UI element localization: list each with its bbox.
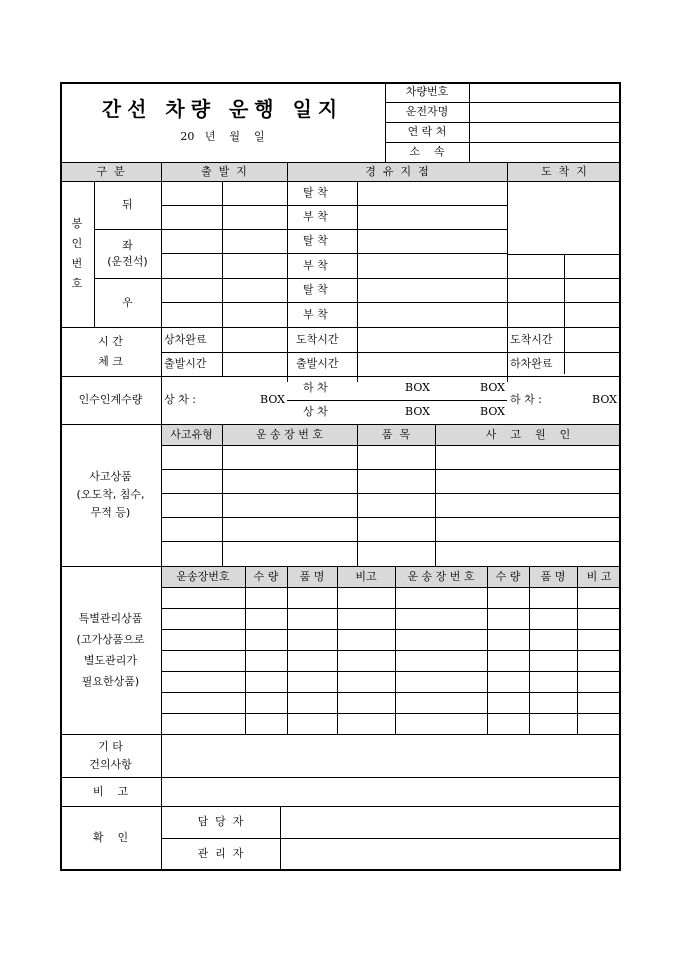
- supervisor-label: 관 리 자: [197, 846, 244, 860]
- handover-box: BOX: [480, 405, 505, 418]
- special-header-qty: 수 량: [253, 569, 279, 583]
- row-line: [161, 650, 621, 651]
- driver-name-field[interactable]: [470, 103, 619, 122]
- accident-products-label: 사고상품 (오도착, 침수, 무적 등): [76, 470, 145, 519]
- vehicle-number-field[interactable]: [470, 83, 619, 102]
- waypoint-action: 탈 착: [303, 234, 328, 247]
- remarks-label: 비 고: [92, 784, 129, 798]
- col-line: [337, 566, 338, 734]
- col-line: [395, 566, 396, 734]
- special-header-waybill: 운송장번호: [176, 569, 230, 583]
- vehicle-log-form: [60, 82, 621, 871]
- col-line: [435, 424, 436, 566]
- col-line: [287, 566, 288, 734]
- driver-name-label: 운전자명: [405, 105, 449, 118]
- position-left: [94, 229, 161, 278]
- time-check-label: 시 간 체 크: [98, 334, 123, 368]
- col-line: [357, 424, 358, 566]
- col-line: [487, 566, 488, 734]
- row-line: [161, 302, 621, 303]
- other-suggestions-field[interactable]: [162, 735, 619, 777]
- handover-box: BOX: [405, 381, 430, 394]
- accident-header-cause: 사 고 원 인: [485, 427, 571, 441]
- col-line: [222, 424, 223, 566]
- manager-label: 담 당 자: [197, 815, 244, 828]
- handover-unload-mid: 하 차: [303, 381, 328, 394]
- row-line: [161, 445, 621, 446]
- col-header-arrival: 도 착 지: [541, 164, 587, 178]
- col-header-category: 구 분: [96, 164, 125, 178]
- arrival-time-label: 도착시간: [296, 332, 339, 346]
- loading-done-label: 상차완료: [164, 332, 207, 346]
- contact-field[interactable]: [470, 123, 619, 142]
- accident-header-item: 품 목: [381, 427, 411, 441]
- waypoint-action: 탈 착: [303, 186, 328, 199]
- col-line: [161, 424, 162, 566]
- manager-signature-field[interactable]: [281, 807, 619, 838]
- accident-header-waybill: 운 송 장 번 호: [255, 427, 324, 441]
- other-suggestions-label: 기 타 건의사항: [89, 739, 132, 771]
- handover-box: BOX: [405, 405, 430, 418]
- handover-unloading-box: BOX: [592, 393, 617, 406]
- position-left-sub: (운전석): [107, 254, 148, 268]
- arrival-time-right-label: 도착시간: [510, 332, 553, 346]
- handover-label: 인수인계수량: [78, 393, 143, 406]
- col-line: [222, 327, 223, 376]
- row-line: [161, 517, 621, 518]
- col-header-waypoint: 경 유 지 점: [365, 164, 429, 178]
- page-title: 간선 차량 운행 일지: [101, 97, 344, 121]
- row-line: [161, 608, 621, 609]
- waypoint-action: 탈 착: [303, 283, 328, 296]
- col-line: [577, 566, 578, 734]
- accident-header-type: 사고유형: [170, 427, 213, 441]
- position-right: 우: [122, 295, 133, 309]
- col-line: [161, 566, 162, 734]
- col-line: [222, 181, 223, 327]
- handover-loading: 상 차 :: [164, 393, 196, 406]
- waypoint-action: 부 착: [303, 258, 328, 272]
- row-line: [161, 541, 621, 542]
- special-header-name: 품 명: [299, 569, 325, 583]
- vehicle-number-label: 차량번호: [405, 85, 449, 98]
- affiliation-label: 소 속: [409, 145, 445, 158]
- position-rear: 뒤: [122, 198, 133, 211]
- unloading-done-label: 하차완료: [510, 357, 553, 370]
- confirm-label: 확 인: [92, 830, 129, 844]
- border-right: [619, 82, 621, 871]
- handover-load-mid: 상 차: [303, 405, 328, 418]
- departure-time-mid-label: 출발시간: [296, 357, 339, 370]
- row-line: [161, 629, 621, 630]
- col-line: [245, 566, 246, 734]
- waypoint-action: 부 착: [303, 307, 328, 321]
- handover-box: BOX: [480, 381, 505, 394]
- waypoint-action: 부 착: [303, 210, 328, 223]
- row-line: [161, 493, 621, 494]
- special-header-note-2: 비 고: [586, 569, 612, 583]
- affiliation-field[interactable]: [470, 143, 619, 162]
- row-line: [161, 587, 621, 588]
- position-left-label: 좌: [122, 238, 133, 252]
- row-line: [161, 671, 621, 672]
- row-line: [161, 469, 621, 470]
- departure-time-label: 출발시간: [164, 357, 207, 370]
- contact-label: 연 락 처: [407, 125, 447, 138]
- date-line: 20 년 월 일: [180, 130, 265, 143]
- col-line: [564, 254, 565, 374]
- handover-unloading: 하 차 :: [510, 393, 542, 406]
- row-line: [161, 692, 621, 693]
- col-line: [529, 566, 530, 734]
- seal-number-label: 봉 인 번 호: [71, 217, 83, 290]
- special-header-name-2: 품 명: [540, 569, 566, 583]
- remarks-field[interactable]: [162, 778, 619, 806]
- col-header-departure: 출 발 지: [201, 164, 247, 178]
- special-products-label: 특별관리상품 (고가상품으로 별도관리가 필요한상품): [76, 612, 145, 688]
- special-header-qty-2: 수 량: [495, 569, 521, 583]
- supervisor-signature-field[interactable]: [281, 839, 619, 869]
- special-header-note: 비고: [355, 569, 377, 583]
- row-line: [161, 713, 621, 714]
- handover-loading-box: BOX: [260, 393, 285, 406]
- border-bottom: [60, 869, 621, 871]
- special-header-waybill-2: 운 송 장 번 호: [407, 569, 475, 583]
